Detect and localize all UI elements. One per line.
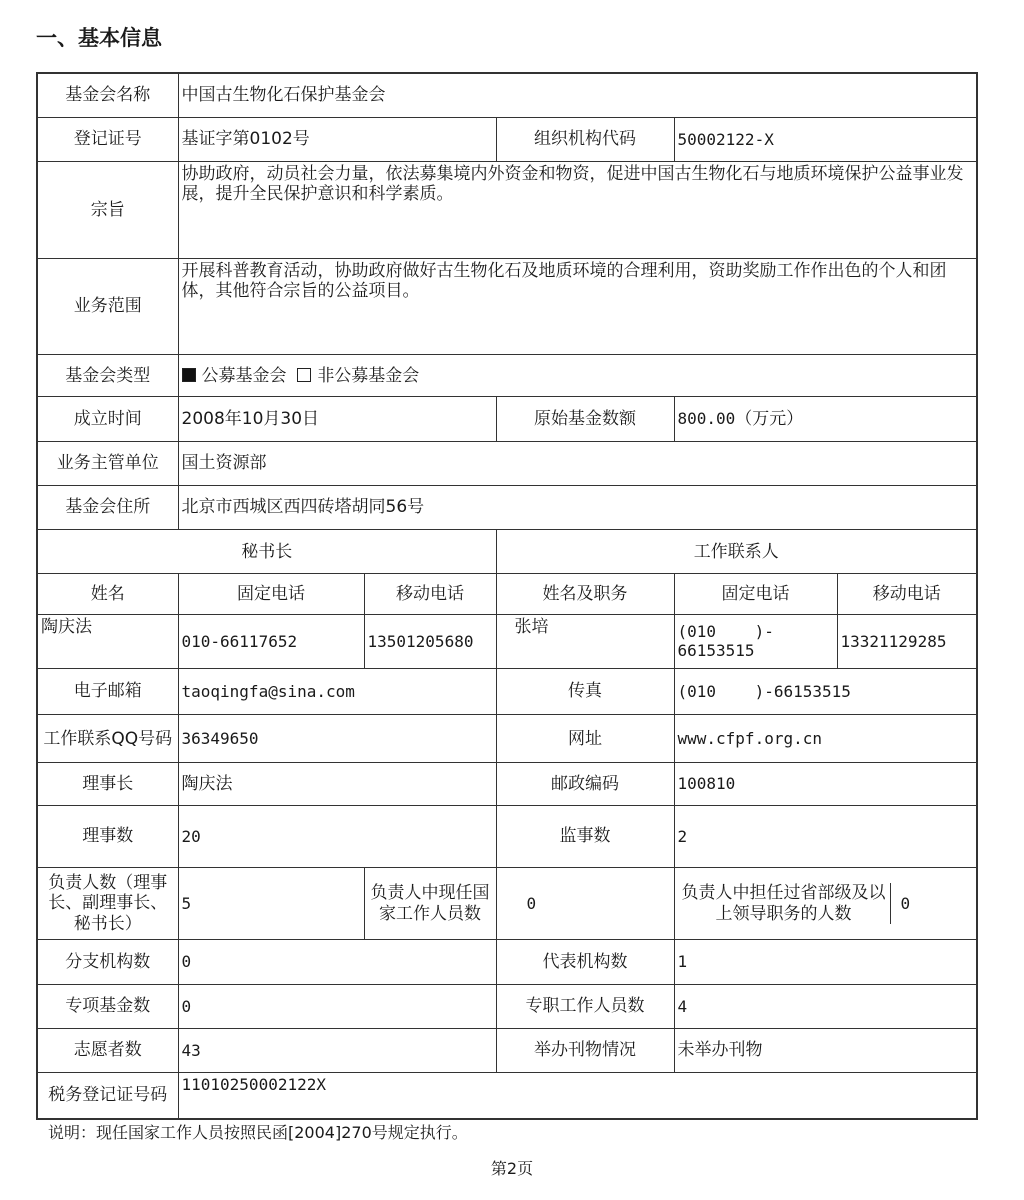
web-label: 网址 (496, 715, 674, 763)
web-value: www.cfpf.org.cn (674, 715, 977, 763)
email-label: 电子邮箱 (37, 668, 178, 714)
leaders-label: 负责人数（理事长、副理事长、秘书长） (37, 867, 178, 939)
secretary-header: 秘书长 (37, 530, 496, 574)
col-phone2: 固定电话 (674, 574, 837, 614)
contact-phone-number: 66153515 (677, 641, 755, 661)
qq-value: 36349650 (178, 715, 496, 763)
directors-value: 20 (178, 805, 496, 867)
reps-label: 代表机构数 (496, 940, 674, 984)
page-number: 第2页 (490, 1159, 534, 1178)
col-mobile2: 移动电话 (837, 574, 977, 614)
former-leaders-cell (674, 867, 977, 939)
supervisors-label: 监事数 (496, 805, 674, 867)
staff-value: 4 (674, 984, 977, 1028)
fund-label: 原始基金数额 (496, 397, 674, 441)
branches-label: 分支机构数 (37, 940, 178, 984)
checked-box-icon (182, 368, 196, 382)
chair-value: 陶庆法 (178, 763, 496, 805)
address-label: 基金会住所 (37, 485, 178, 529)
scope-label: 业务范围 (37, 258, 178, 355)
reps-value: 1 (674, 940, 977, 984)
org-code-value: 50002122-X (674, 117, 977, 161)
org-code-label: 组织机构代码 (496, 117, 674, 161)
purpose-value: 协助政府，动员社会力量，依法募集境内外资金和物资，促进中国古生物化石与地质环境保护公益事业发展，提升全民保护意识和科学素质。 (178, 162, 977, 259)
leaders-value: 5 (178, 867, 364, 939)
scope-value: 开展科普教育活动，协助政府做好古生物化石及地质环境的合理利用，资助奖励工作作出色的个人和团体，其他符合宗旨的公益项目。 (178, 258, 977, 355)
special-funds-value: 0 (178, 984, 496, 1028)
secretary-name: 陶庆法 (37, 614, 178, 668)
name-label: 基金会名称 (37, 73, 178, 117)
secretary-phone: 010-66117652 (178, 614, 364, 668)
unchecked-box-icon (297, 368, 311, 382)
state-staff-label: 负责人中现任国家工作人员数 (364, 867, 496, 939)
col-name: 姓名 (37, 574, 178, 614)
contact-phone (674, 614, 837, 668)
type-options (178, 355, 977, 397)
supervisors-value: 2 (674, 805, 977, 867)
purpose-label: 宗旨 (37, 162, 178, 259)
state-staff-value: 0 (496, 867, 674, 939)
volunteers-label: 志愿者数 (37, 1028, 178, 1072)
contact-mobile: 13321129285 (837, 614, 977, 668)
col-name-title: 姓名及职务 (496, 574, 674, 614)
reg-value: 基证字第0102号 (178, 117, 496, 161)
section-heading: 一、基本信息 (36, 26, 162, 50)
type-option-private: 非公募基金会 (317, 365, 420, 386)
fax-label: 传真 (496, 668, 674, 714)
qq-label: 工作联系QQ号码 (37, 715, 178, 763)
staff-label: 专职工作人员数 (496, 984, 674, 1028)
col-mobile: 移动电话 (364, 574, 496, 614)
publications-value: 未举办刊物 (674, 1028, 977, 1072)
volunteers-value: 43 (178, 1028, 496, 1072)
contact-phone-area: (010 )- (677, 622, 774, 641)
founded-label: 成立时间 (37, 397, 178, 441)
founded-value: 2008年10月30日 (178, 397, 496, 441)
secretary-mobile: 13501205680 (364, 614, 496, 668)
reg-label: 登记证号 (37, 117, 178, 161)
type-option-public: 公募基金会 (201, 365, 287, 386)
former-leaders-label: 负责人中担任过省部级及以上领导职务的人数 (681, 883, 886, 924)
email-value: taoqingfa@sina.com (178, 668, 496, 714)
contact-header: 工作联系人 (496, 530, 977, 574)
tax-value: 11010250002122X (178, 1073, 977, 1119)
col-phone: 固定电话 (178, 574, 364, 614)
postcode-value: 100810 (674, 763, 977, 805)
special-funds-label: 专项基金数 (37, 984, 178, 1028)
fund-unit: （万元） (735, 408, 804, 429)
fund-value (674, 397, 977, 441)
supervisor-label: 业务主管单位 (37, 441, 178, 485)
postcode-label: 邮政编码 (496, 763, 674, 805)
contact-name: 张培 (496, 614, 674, 668)
directors-label: 理事数 (37, 805, 178, 867)
type-label: 基金会类型 (37, 355, 178, 397)
address-value: 北京市西城区西四砖塔胡同56号 (178, 485, 977, 529)
footnote: 说明：现任国家工作人员按照民函[2004]270号规定执行。 (48, 1123, 468, 1142)
branches-value: 0 (178, 940, 496, 984)
publications-label: 举办刊物情况 (496, 1028, 674, 1072)
former-leaders-value: 0 (890, 883, 974, 924)
fund-amount: 800.00 (677, 408, 736, 428)
fax-value: (010 )-66153515 (674, 668, 977, 714)
chair-label: 理事长 (37, 763, 178, 805)
tax-label: 税务登记证号码 (37, 1073, 178, 1119)
basic-info-table (36, 72, 978, 1120)
supervisor-value: 国土资源部 (178, 441, 977, 485)
name-value: 中国古生物化石保护基金会 (178, 73, 977, 117)
